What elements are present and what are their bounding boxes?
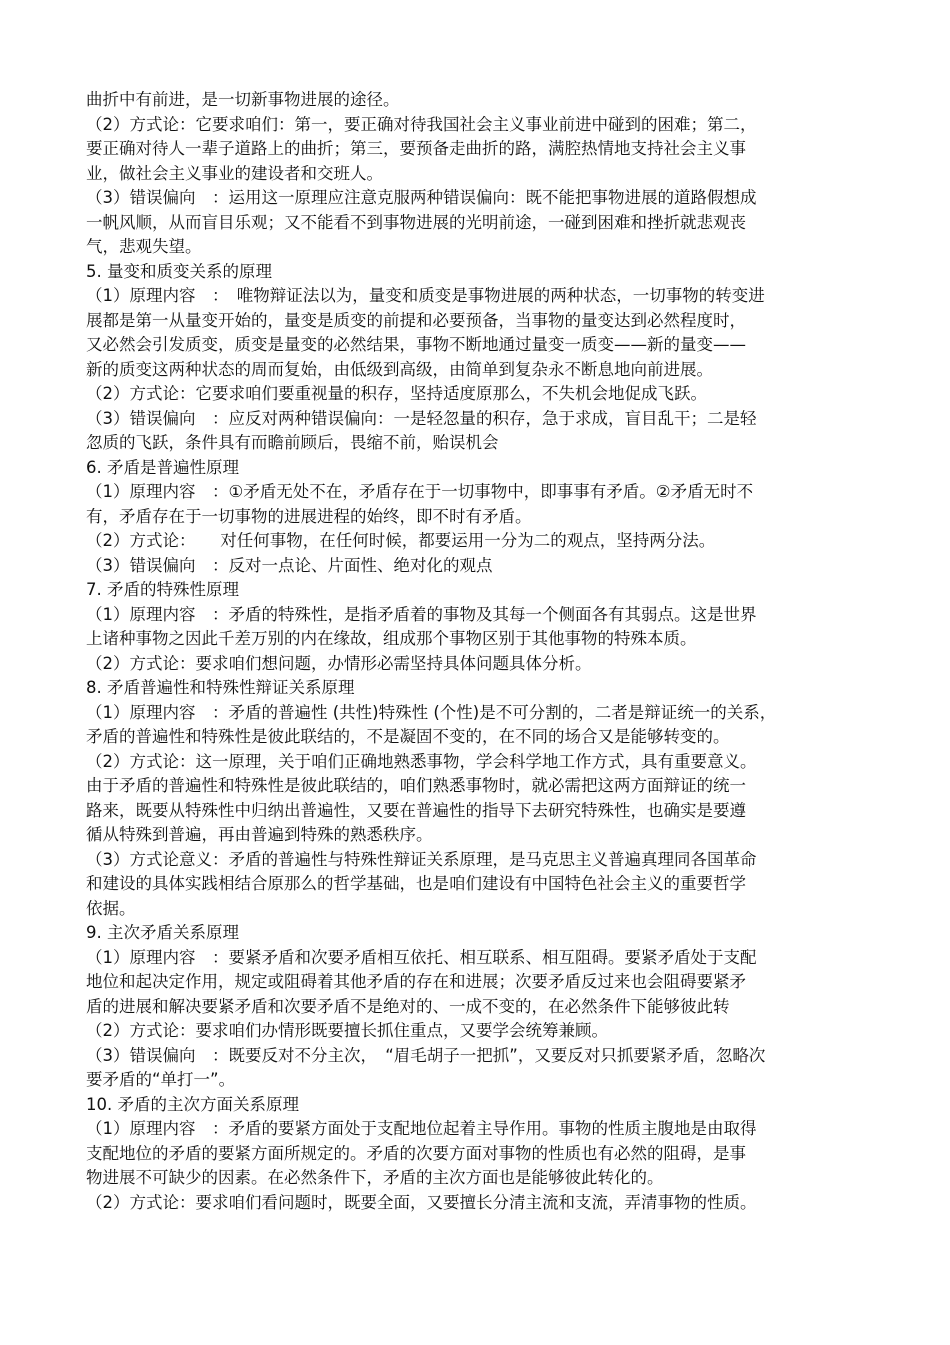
section-heading: 9. 主次矛盾关系原理 — [86, 923, 239, 942]
text-line: （1）原理内容 ：矛盾的特殊性，是指矛盾着的事物及其每一个侧面各有其弱点。这是世界 — [86, 604, 757, 624]
text-line: 气，悲观失望。 — [86, 237, 202, 256]
text-line: 曲折中有前进，是一切新事物进展的途径。 — [86, 90, 400, 109]
text-line: 依据。 — [86, 898, 136, 918]
text-line: （2）方式论：这一原理，关于咱们正确地熟悉事物，学会科学地工作方式，具有重要意义。 — [86, 751, 757, 771]
text-line: （2）方式论：要求咱们想问题，办情形必需坚持具体问题具体分析。 — [86, 653, 592, 673]
text-line: （2）方式论：它要求咱们：第一，要正确对待我国社会主义事业前进中碰到的困难；第二， — [86, 114, 757, 134]
text-line: 盾的进展和解决要紧矛盾和次要矛盾不是绝对的、一成不变的，在必然条件下能够彼此转 — [86, 996, 730, 1016]
section-heading: 7. 矛盾的特殊性原理 — [86, 580, 239, 599]
text-line: （3）错误偏向 ：应反对两种错误偏向：一是轻忽量的积存，急于求成，盲目乱干；二是轻 — [86, 408, 757, 428]
text-line: 业，做社会主义事业的建设者和交班人。 — [86, 163, 383, 183]
text-line: 又必然会引发质变，质变是量变的必然结果，事物不断地通过量变一质变——新的量变—— — [86, 335, 746, 354]
text-line: 忽质的飞跃，条件具有而瞻前顾后，畏缩不前，贻误机会 — [86, 433, 499, 452]
section-heading: 6. 矛盾是普遍性原理 — [86, 457, 239, 477]
text-line: 矛盾的普遍性和特殊性是彼此联结的，不是凝固不变的，在不同的场合又是能够转变的。 — [86, 727, 730, 746]
document-body — [86, 88, 886, 1215]
text-line: 一帆风顺，从而盲目乐观；又不能看不到事物进展的光明前途，一碰到困难和挫折就悲观丧 — [86, 212, 746, 232]
text-line: （3）错误偏向 ：反对一点论、片面性、绝对化的观点 — [86, 555, 493, 575]
text-line: 地位和起决定作用，规定或阻碍着其他矛盾的存在和进展；次要矛盾反过来也会阻碍要紧矛 — [86, 972, 746, 991]
text-line: （1）原理内容 ：矛盾的普遍性 (共性)特殊性 (个性)是不可分割的，二者是辩证统一的关系， — [86, 702, 777, 722]
text-line: （2）方式论：它要求咱们要重视量的积存，坚持适度原那么，不失机会地促成飞跃。 — [86, 384, 707, 403]
section-heading: 10. 矛盾的主次方面关系原理 — [86, 1094, 299, 1114]
text-line: 要正确对待人一辈子道路上的曲折；第三，要预备走曲折的路，满腔热情地支持社会主义事 — [86, 139, 746, 158]
text-line: （1）原理内容 ： 唯物辩证法以为，量变和质变是事物进展的两种状态，一切事物的转变进 — [86, 286, 765, 305]
text-line: 上诸种事物之因此千差万别的内在缘故，组成那个事物区别于其他事物的特殊本质。 — [86, 629, 697, 648]
text-line: 物进展不可缺少的因素。在必然条件下，矛盾的主次方面也是能够彼此转化的。 — [86, 1168, 664, 1187]
text-line: （3）方式论意义：矛盾的普遍性与特殊性辩证关系原理，是马克思主义普遍真理同各国革命 — [86, 849, 757, 869]
text-line: （2）方式论：要求咱们看问题时，既要全面，又要擅长分清主流和支流，弄清事物的性质。 — [86, 1192, 757, 1212]
text-line: 支配地位的矛盾的要紧方面所规定的。矛盾的次要方面对事物的性质也有必然的阻碍，是事 — [86, 1143, 746, 1163]
text-line: （1）原理内容 ：矛盾的要紧方面处于支配地位起着主导作用。事物的性质主腹地是由取得 — [86, 1119, 757, 1138]
text-line: 由于矛盾的普遍性和特殊性是彼此联结的，咱们熟悉事物时，就必需把这两方面辩证的统一 — [86, 776, 746, 795]
text-line: （3）错误偏向 ：既要反对不分主次， “眉毛胡子一把抓”，又要反对只抓要紧矛盾，忽略次 — [86, 1045, 766, 1065]
text-line: 展都是第一从量变开始的，量变是质变的前提和必要预备，当事物的量变达到必然程度时， — [86, 310, 746, 330]
text-line: 路来，既要从特殊性中归纳出普遍性，又要在普遍性的指导下去研究特殊性，也确实是要遵 — [86, 800, 746, 820]
text-line: （3）错误偏向 ：运用这一原理应注意克服两种错误偏向：既不能把事物进展的道路假想成 — [86, 188, 757, 207]
text-line: 新的质变这两种状态的周而复始，由低级到高级，由简单到复杂永不断息地向前进展。 — [86, 359, 713, 379]
text-line: （2）方式论：要求咱们办情形既要擅长抓住重点，又要学会统筹兼顾。 — [86, 1021, 608, 1040]
text-line: 和建设的具体实践相结合原那么的哲学基础，也是咱们建设有中国特色社会主义的重要哲学 — [86, 874, 746, 893]
section-heading: 8. 矛盾普遍性和特殊性辩证关系原理 — [86, 678, 355, 697]
text-line: 要矛盾的“单打一”。 — [86, 1070, 236, 1089]
text-line: 循从特殊到普遍，再由普遍到特殊的熟悉秩序。 — [86, 825, 433, 844]
text-line: （2）方式论： 对任何事物，在任何时候，都要运用一分为二的观点，坚持两分法。 — [86, 531, 716, 550]
text-line: 有，矛盾存在于一切事物的进展进程的始终，即不时有矛盾。 — [86, 506, 532, 526]
text-line: （1）原理内容 ：要紧矛盾和次要矛盾相互依托、相互联系、相互阻碍。要紧矛盾处于支配 — [86, 947, 757, 967]
section-heading: 5. 量变和质变关系的原理 — [86, 261, 272, 281]
text-line: （1）原理内容 ：①矛盾无处不在，矛盾存在于一切事物中，即事事有矛盾。②矛盾无时不 — [86, 482, 754, 501]
